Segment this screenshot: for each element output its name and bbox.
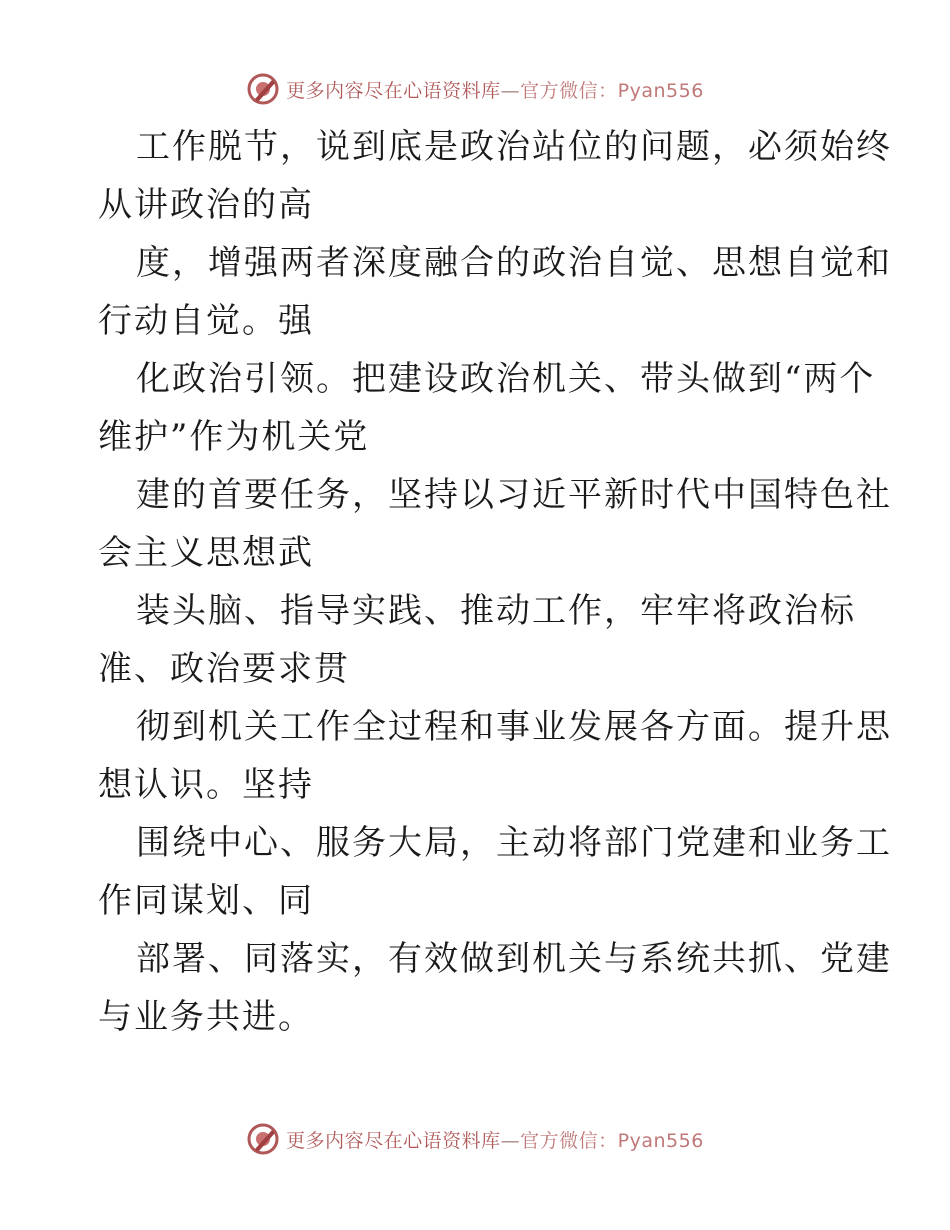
body-line: 化政治引领。把建设政治机关、带头做到“两个 [136,359,876,399]
body-line: 想认识。坚持 [98,765,314,805]
footer-watermark [0,1122,950,1156]
pen-logo-icon [246,72,280,106]
header-watermark-text [286,76,704,103]
body-line: 部署、同落实，有效做到机关与系统共抓、党建 [136,939,892,979]
document-body [98,118,892,1046]
body-line: 从讲政治的高 [98,185,314,225]
footer-watermark-wechat: 官方微信：Pyan556 [520,1129,704,1152]
body-line: 与业务共进。 [98,997,314,1037]
body-line: 围绕中心、服务大局，主动将部门党建和业务工 [136,823,892,863]
body-line: 维护”作为机关党 [98,417,370,457]
header-watermark [0,72,950,106]
header-watermark-main: 更多内容尽在心语资料库 [286,79,501,102]
pen-logo-icon [246,1122,280,1156]
footer-watermark-text [286,1126,704,1153]
body-line: 会主义思想武 [98,533,314,573]
footer-watermark-main: 更多内容尽在心语资料库 [286,1129,501,1152]
header-watermark-wechat: 官方微信：Pyan556 [520,79,704,102]
body-line: 建的首要任务，坚持以习近平新时代中国特色社 [136,475,892,515]
body-line: 彻到机关工作全过程和事业发展各方面。提升思 [136,707,892,747]
footer-watermark-dash: — [500,1129,521,1152]
body-line: 装头脑、指导实践、推动工作，牢牢将政治标 [136,591,856,631]
body-line: 准、政治要求贯 [98,649,350,689]
header-watermark-dash: — [500,79,521,102]
body-line: 作同谋划、同 [98,881,314,921]
body-line: 行动自觉。强 [98,301,314,341]
body-line: 度，增强两者深度融合的政治自觉、思想自觉和 [136,243,892,283]
body-line: 工作脱节，说到底是政治站位的问题，必须始终 [136,127,892,167]
